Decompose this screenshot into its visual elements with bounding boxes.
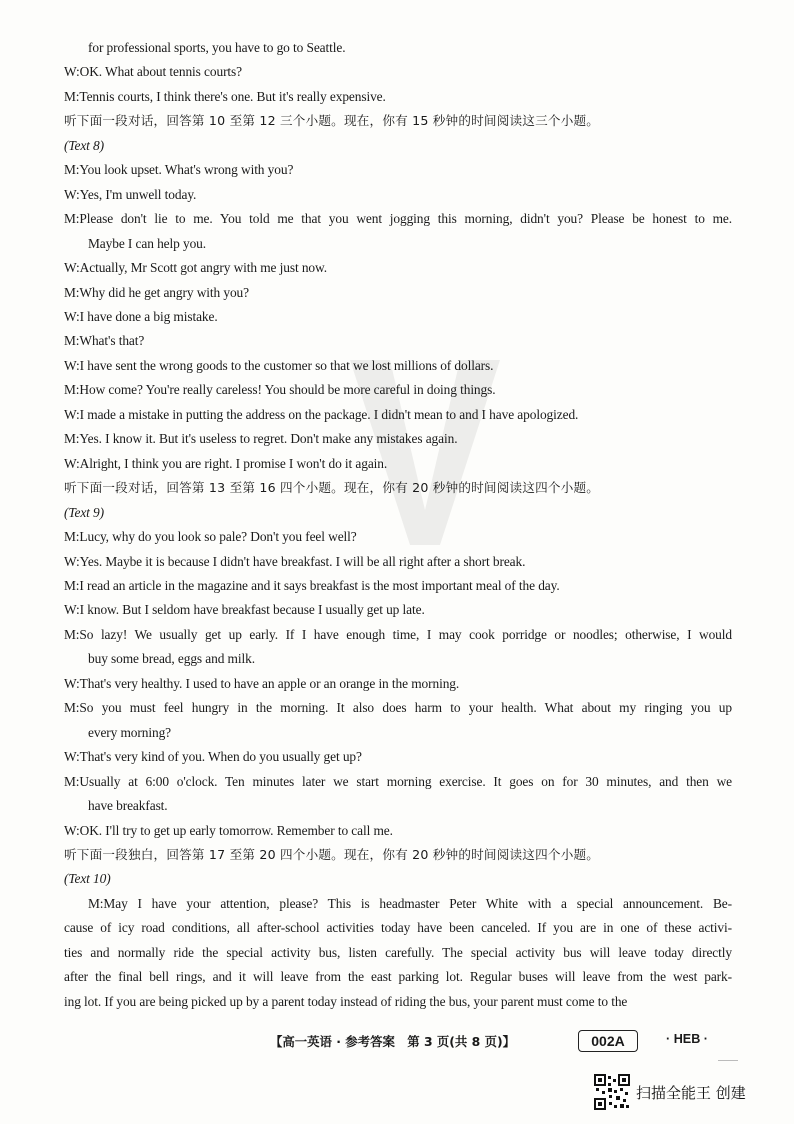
- transcript-line: M:So you must feel hungry in the morning. It also does harm to your health. What about my ringing you up: [64, 700, 732, 716]
- transcript-line: W:That's very healthy. I used to have an apple or an orange in the morning.: [64, 675, 460, 691]
- transcript-line: M:So lazy! We usually get up early. If I have enough time, I may cook porridge or noodles; otherwise, I would: [64, 626, 732, 642]
- transcript-line: ing lot. If you are being picked up by a parent today instead of riding the bus, your parent must come to the: [64, 993, 628, 1009]
- transcript-line: M:I read an article in the magazine and it says breakfast is the most important meal of the day.: [64, 577, 560, 593]
- transcript-line: ties and normally ride the special activity bus, listen carefully. The special activity bus will leave today directly: [64, 944, 732, 960]
- scanner-label: 扫描全能王 创建: [636, 1084, 746, 1102]
- transcript-line: M:Lucy, why do you look so pale? Don't you feel well?: [64, 529, 357, 545]
- transcript-line: after the final bell rings, and it will leave from the east parking lot. Regular buses will leave from the west park-: [64, 969, 732, 985]
- transcript-line: W:Alright, I think you are right. I promise I won't do it again.: [64, 455, 388, 471]
- transcript-line: W:OK. What about tennis courts?: [64, 64, 243, 80]
- transcript-line: M:Yes. I know it. But it's useless to regret. Don't make any mistakes again.: [64, 431, 458, 447]
- section-instruction: 听下面一段对话，回答第 10 至第 12 三个小题。现在，你有 15 秒钟的时间阅读这三个小题。: [64, 113, 600, 129]
- transcript-line: M:Why did he get angry with you?: [64, 284, 249, 300]
- transcript-line: M:What's that?: [64, 333, 145, 349]
- text-label: (Text 8): [64, 137, 104, 153]
- transcript-line: W:I have sent the wrong goods to the customer so that we lost millions of dollars.: [64, 357, 494, 373]
- transcript-line: W:I know. But I seldom have breakfast because I usually get up late.: [64, 602, 425, 618]
- transcript-line: M:May I have your attention, please? This is headmaster Peter White with a special announcement. Be-: [88, 895, 732, 911]
- footer-page-info: 【高一英语 · 参考答案 第 3 页(共 8 页)】: [270, 1034, 516, 1049]
- scanner-watermark: [594, 1072, 784, 1112]
- transcript-line: W:That's very kind of you. When do you usually get up?: [64, 749, 362, 765]
- section-instruction: 听下面一段独白，回答第 17 至第 20 四个小题。现在，你有 20 秒钟的时间阅读这四个小题。: [64, 846, 600, 862]
- transcript-body: [64, 36, 732, 1014]
- transcript-line: Maybe I can help you.: [88, 235, 207, 251]
- section-instruction: 听下面一段对话，回答第 13 至第 16 四个小题。现在，你有 20 秒钟的时间阅读这四个小题。: [64, 480, 600, 496]
- transcript-line: M:You look upset. What's wrong with you?: [64, 162, 294, 178]
- transcript-line: W:Actually, Mr Scott got angry with me just now.: [64, 260, 327, 276]
- footer-heb-mark: · HEB ·: [666, 1032, 708, 1046]
- qr-code-icon: [594, 1074, 630, 1110]
- footer-code-box: 002A: [578, 1030, 638, 1052]
- transcript-line: W:Yes, I'm unwell today.: [64, 186, 197, 202]
- transcript-line: M:How come? You're really careless! You should be more careful in doing things.: [64, 382, 496, 398]
- transcript-line: for professional sports, you have to go to Seattle.: [88, 40, 346, 55]
- transcript-line: have breakfast.: [88, 798, 168, 814]
- text-label: (Text 10): [64, 871, 111, 887]
- transcript-line: every morning?: [88, 724, 172, 740]
- transcript-line: M:Usually at 6:00 o'clock. Ten minutes later we start morning exercise. It goes on for 30 minutes, and then we: [64, 773, 732, 789]
- text-label: (Text 9): [64, 504, 104, 520]
- transcript-line: buy some bread, eggs and milk.: [88, 651, 255, 667]
- transcript-line: W:I have done a big mistake.: [64, 308, 218, 324]
- transcript-line: M:Tennis courts, I think there's one. But it's really expensive.: [64, 88, 386, 104]
- transcript-line: cause of icy road conditions, all after-school activities today have been canceled. If you are in one of these activi-: [64, 920, 732, 936]
- transcript-line: W:I made a mistake in putting the address on the package. I didn't mean to and I have apologized.: [64, 406, 579, 422]
- transcript-line: M:Please don't lie to me. You told me that you went jogging this morning, didn't you? Please be honest to me.: [64, 211, 732, 227]
- corner-tick: [718, 1060, 738, 1061]
- transcript-line: W:OK. I'll try to get up early tomorrow. Remember to call me.: [64, 822, 393, 838]
- page-footer: [0, 1030, 794, 1054]
- transcript-line: W:Yes. Maybe it is because I didn't have breakfast. I will be all right after a short break.: [64, 553, 526, 569]
